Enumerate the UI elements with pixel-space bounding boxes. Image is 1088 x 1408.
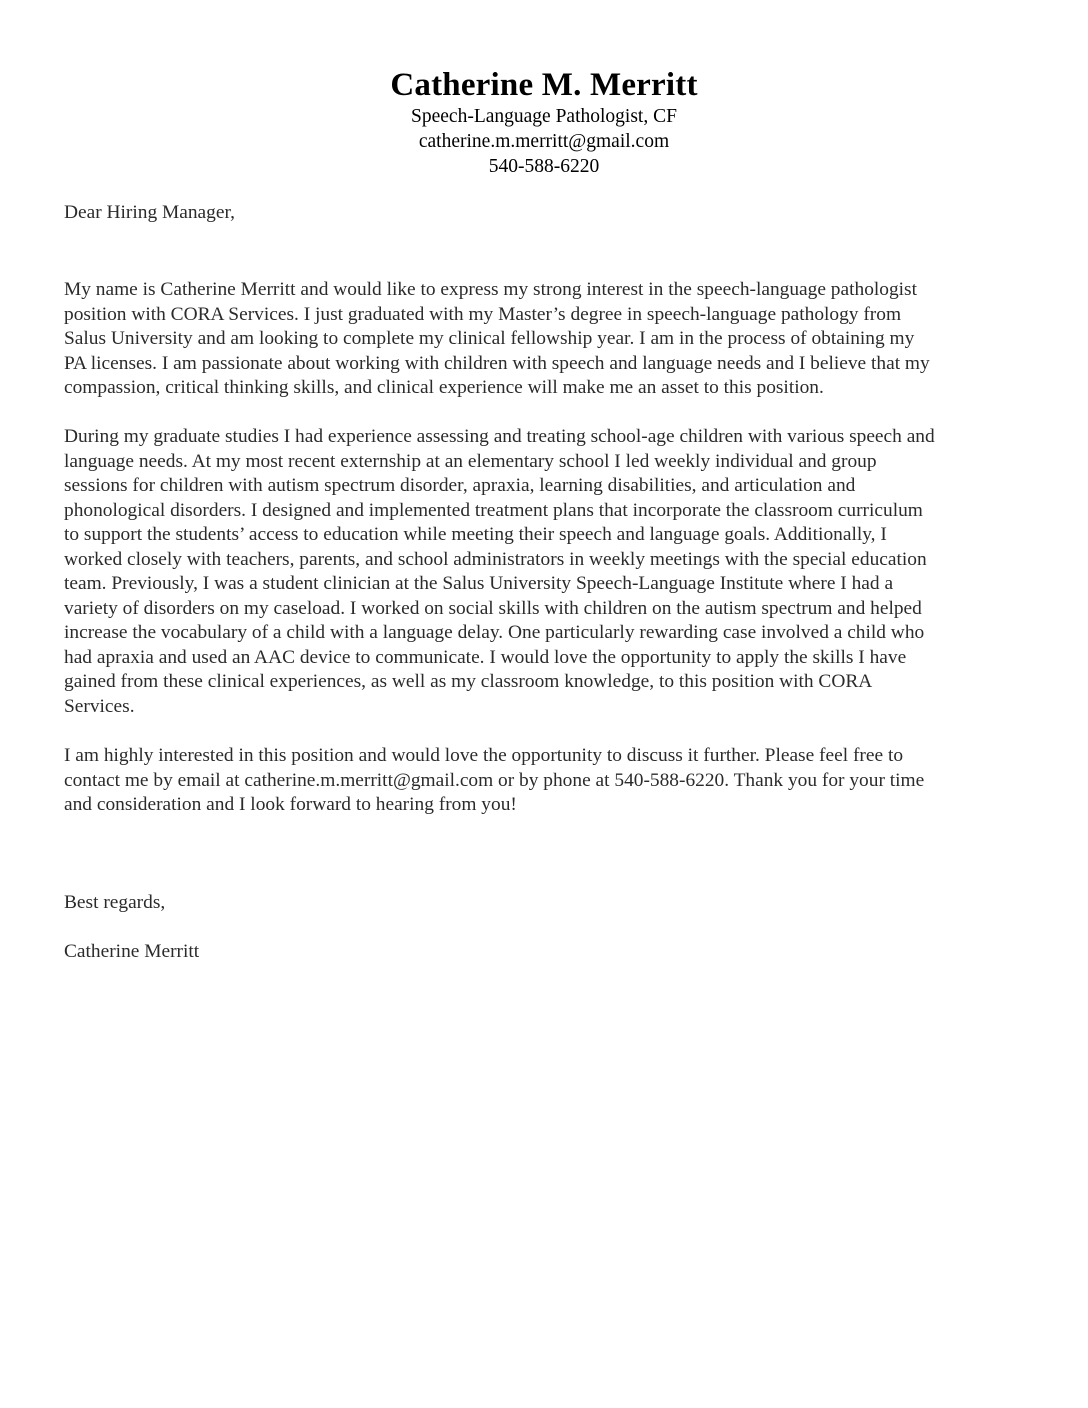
paragraph-line: and consideration and I look forward to hearing from you! [64, 794, 517, 815]
paragraph-line: worked closely with teachers, parents, and school administrators in weekly meetings with the special education [64, 548, 927, 570]
paragraph-line: My name is Catherine Merritt and would like to express my strong interest in the speech-language pathologist [64, 279, 917, 300]
paragraph-line: had apraxia and used an AAC device to communicate. I would love the opportunity to apply the skills I have [64, 646, 907, 668]
applicant-title: Speech-Language Pathologist, CF [411, 106, 677, 127]
paragraph-intro [64, 278, 1044, 401]
paragraph-line: PA licenses. I am passionate about working with children with speech and language needs and I believe that my [64, 352, 930, 374]
paragraph-line: phonological disorders. I designed and implemented treatment plans that incorporate the classroom curriculum [64, 499, 923, 521]
paragraph-line: to support the students’ access to education while meeting their speech and language goals. Additionally, I [64, 524, 887, 545]
paragraph-line: team. Previously, I was a student clinician at the Salus University Speech-Language Institute where I had a [64, 573, 894, 594]
paragraph-line: Salus University and am looking to complete my clinical fellowship year. I am in the process of obtaining my [64, 328, 915, 349]
paragraph-line: contact me by email at catherine.m.merritt@gmail.com or by phone at 540-588-6220. Thank you for your time [64, 769, 925, 791]
salutation: Dear Hiring Manager, [64, 202, 235, 223]
paragraph-line: gained from these clinical experiences, as well as my classroom knowledge, to this position with CORA [64, 671, 873, 692]
applicant-phone: 540-588-6220 [488, 156, 600, 177]
paragraph-line: sessions for children with autism spectrum disorder, apraxia, learning disabilities, and articulation and [64, 475, 856, 496]
paragraph-line: variety of disorders on my caseload. I worked on social skills with children on the autism spectrum and helped [64, 597, 922, 619]
applicant-name: Catherine M. Merritt [390, 67, 698, 103]
paragraph-closing [64, 744, 1044, 818]
paragraph-line: I am highly interested in this position and would love the opportunity to discuss it further. Please feel free to [64, 745, 904, 766]
letterhead [0, 66, 1088, 179]
paragraph-line: language needs. At my most recent externship at an elementary school I led weekly individual and group [64, 450, 877, 472]
paragraph-line: position with CORA Services. I just graduated with my Master’s degree in speech-language pathology from [64, 303, 902, 325]
closing: Best regards, [64, 892, 166, 913]
applicant-email: catherine.m.merritt@gmail.com [418, 131, 670, 152]
paragraph-line: Services. [64, 695, 135, 717]
paragraph-experience [64, 425, 1044, 719]
paragraph-line: compassion, critical thinking skills, and clinical experience will make me an asset to this position. [64, 377, 824, 398]
paragraph-line: increase the vocabulary of a child with a language delay. One particularly rewarding case involved a child who [64, 622, 925, 643]
signature: Catherine Merritt [64, 941, 200, 962]
paragraph-line: During my graduate studies I had experience assessing and treating school-age children with various speech and [64, 426, 935, 447]
